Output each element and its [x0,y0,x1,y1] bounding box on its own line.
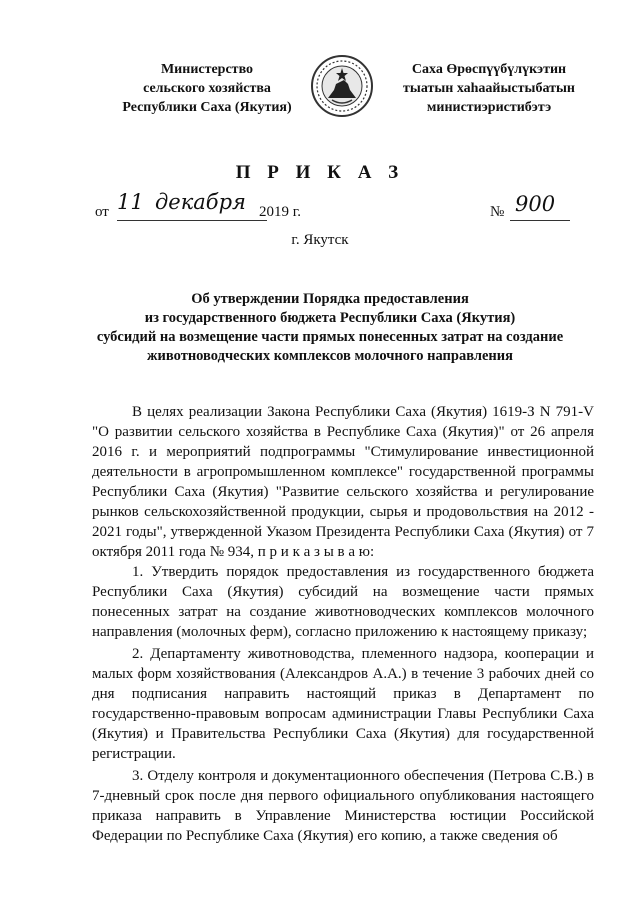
document-title: П Р И К А З [235,162,405,183]
header-right-line: Саха Өрөспүүбүлүкэтин [411,62,567,77]
header-right-line: тыатын хаһаайыстыбатын [403,81,575,96]
header-left-line: Республики Саха (Якутия) [122,100,292,115]
handwritten-date [117,190,342,222]
paragraph-item-3: 3. Отделу контроля и документационного обеспечения (Петрова С.В.) в 7-дневный срок после дня первого официального опубликования настоящего приказа направить в Управление Министерства юстиции Российской Федерации по Республике Саха (Якутия) его копию, а также сведения об [92,768,594,844]
ministry-name-yakut [384,60,594,117]
subject-line: субсидий на возмещение части прямых понесенных затрат на создание [96,329,564,345]
subject-line: животноводческих комплексов молочного направления [147,348,513,364]
date-day: 11 [117,190,144,214]
header-left-line: сельского хозяйства [143,81,271,96]
document-subject [60,290,600,366]
document-body [92,402,594,846]
number-label: № [490,204,505,220]
date-month: декабря [155,190,246,214]
date-prefix: от [95,204,109,220]
date-number-line [95,190,565,228]
number-underline [510,220,570,221]
header-left-line: Министерство [160,62,254,77]
paragraph-preamble: В целях реализации Закона Республики Саха (Якутия) 1619-З N 791-V "О развитии сельского хозяйства в Республике Саха (Якутия)" от 26 апреля 2016 г. и мероприятий подпрограммы "Стимулирование инвестиционной деятельности в агропромышленном комплексе" государственной программы Республики Саха (Якутия) "Развитие сельского хозяйства и регулирование рынков сельскохозяйственной продукции, сырья и продовольствия на 2012 - 2021 годы", утвержденной Указом Президента Республики Саха (Якутия) от 7 октября 2011 года № 934, п р и к а з ы в а ю: [92,404,594,560]
paragraph-item-2: 2. Департаменту животноводства, племенного надзора, кооперации и малых форм хозяйствования (Александров А.А.) в течение 3 рабочих дней со дня подписания направить настоящий приказ в Департамент по государственно-правовым вопросам администрации Главы Республики Саха (Якутия) и Правительства Республики Саха (Якутия) для государственной регистрации. [92,646,594,762]
subject-line: из государственного бюджета Республики Саха (Якутия) [144,310,516,326]
city: г. Якутск [291,232,349,248]
paragraph-item-1: 1. Утвердить порядок предоставления из государственного бюджета Республики Саха (Якутия) субсидий на возмещение части прямых понесенных затрат на создание животноводческих комплексов молочного направления (молочных ферм), согласно приложению к настоящему приказу; [92,564,594,640]
subject-line: Об утверждении Порядка предоставления [191,291,469,307]
header-right-line: министиэристибэтэ [426,100,552,115]
date-underline [117,220,267,221]
coat-of-arms-icon [310,54,374,118]
ministry-name-russian [112,60,302,117]
handwritten-number: 900 [515,192,556,216]
date-year: 2019 г. [259,204,301,220]
